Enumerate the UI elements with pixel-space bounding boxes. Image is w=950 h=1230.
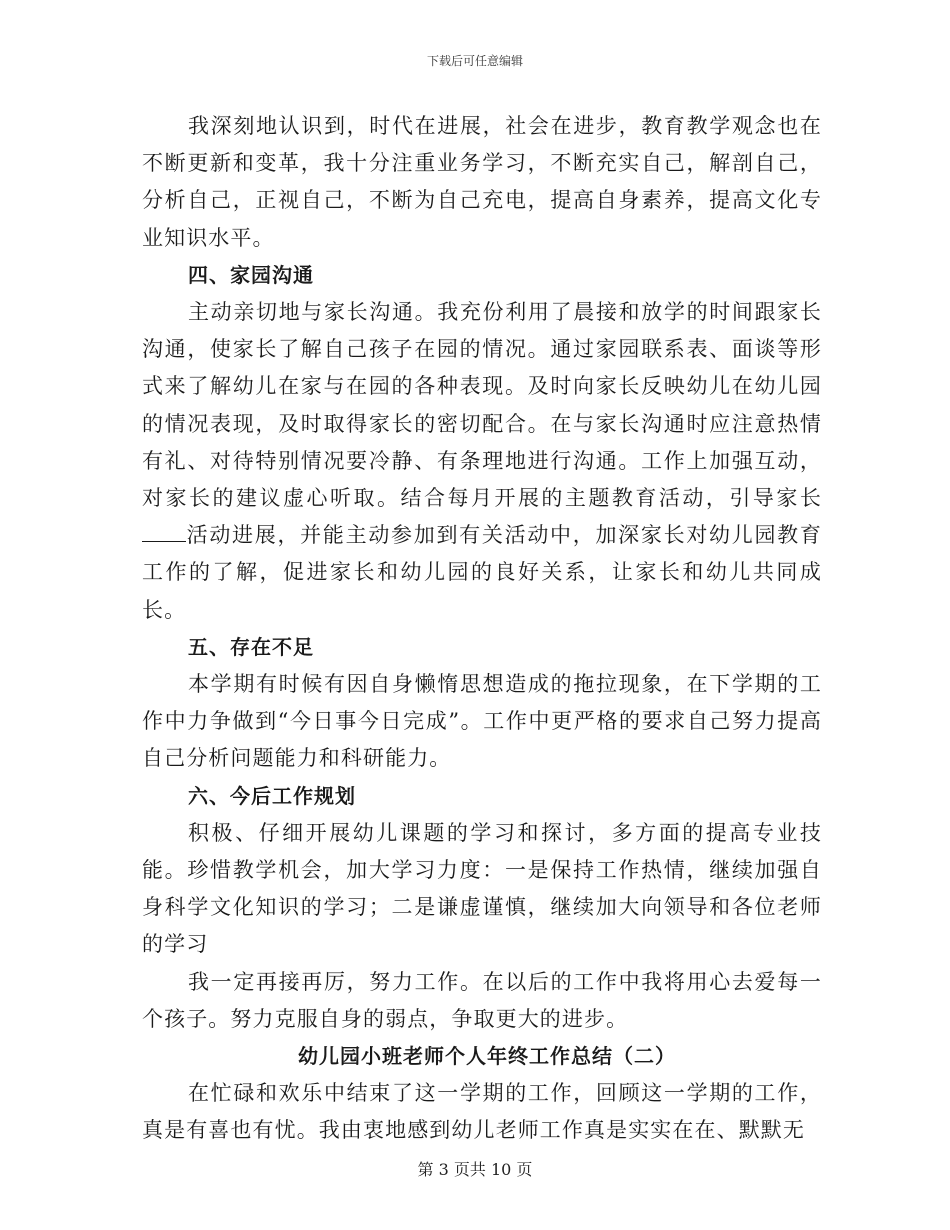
paragraph-self-improvement: 我深刻地认识到，时代在进展，社会在进步，教育教学观念也在不断更新和变革，我十分注重业务学习，不断充实自己，解剖自己，分析自己，正视自己，不断为自己充电，提高自身素养，提高文化专业知识水平。: [142, 114, 822, 250]
paragraph-future-plan: 积极、仔细开展幼儿课题的学习和探讨，多方面的提高专业技能。珍惜教学机会，加大学习力度：一是保持工作热情，继续加强自身科学文化知识的学习；二是谦虚谨慎，继续加大向领导和各位老师的学习: [142, 820, 822, 957]
section-heading-home-school-communication: 四、家园沟通: [188, 262, 314, 287]
fill-in-blank: [142, 523, 186, 542]
paragraph-text-part-1: 主动亲切地与家长沟通。我充份利用了晨接和放学的时间跟家长沟通，使家长了解自己孩子在园的情况。通过家园联系表、面谈等形式来了解幼儿在家与在园的各种表现。及时向家长反映幼儿在幼儿园的情况表现，及时取得家长的密切配合。在与家长沟通时应注意热情有礼、对待特别情况要冷静、有条理地进行沟通。工作上加强互动，对家长的建议虚心听取。结合每月开展的主题教育活动，引导家长: [142, 300, 822, 511]
paragraph-shortcomings: 本学期有时候有因自身懒惰思想造成的拖拉现象，在下学期的工作中力争做到“今日事今日完成”。工作中更严格的要求自己努力提高自己分析问题能力和科研能力。: [142, 672, 822, 771]
paragraph-closing: 我一定再接再厉，努力工作。在以后的工作中我将用心去爱每一个孩子。努力克服自身的弱点，争取更大的进步。: [142, 969, 822, 1031]
document-body: [142, 108, 822, 1150]
paragraph-text-part-2: 活动进展，并能主动参加到有关活动中，加深家长对幼儿园教育工作的了解，促进家长和幼儿园的良好关系，让家长和幼儿共同成长。: [142, 523, 822, 622]
page-header: 下载后可任意编辑: [426, 54, 523, 68]
paragraph-part-two-intro: 在忙碌和欢乐中结束了这一学期的工作，回顾这一学期的工作，真是有喜也有忧。我由衷地感到幼儿老师工作真是实实在在、默默无: [142, 1081, 822, 1143]
page-footer-page-number: 第 3 页共 10 页: [417, 1160, 533, 1179]
paragraph-home-school-communication: [142, 294, 822, 629]
section-heading-future-plan: 六、今后工作规划: [188, 783, 356, 808]
section-heading-shortcomings: 五、存在不足: [188, 634, 314, 659]
document-title-part-two: 幼儿园小班老师个人年终工作总结（二）: [298, 1044, 676, 1069]
